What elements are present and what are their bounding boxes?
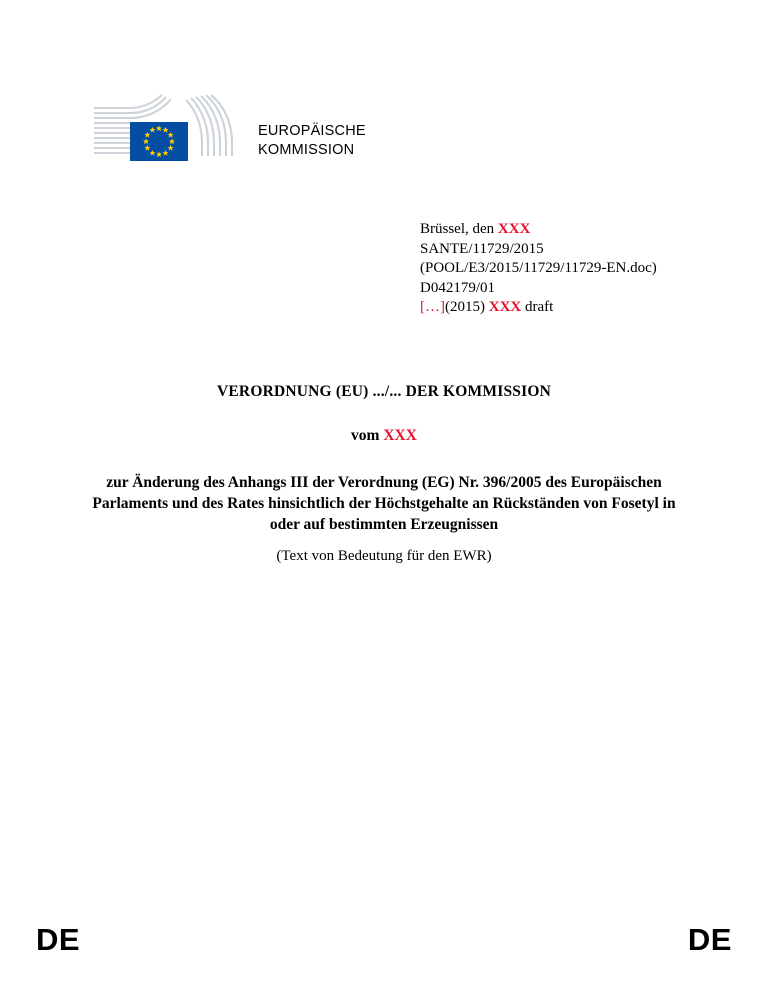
draft-year: (2015) <box>445 299 489 315</box>
draft-line <box>420 298 657 318</box>
institution-name-line1: EUROPÄISCHE <box>258 123 366 139</box>
act-title: VERORDNUNG (EU) .../... DER KOMMISSION <box>217 383 551 400</box>
internal-number: D042179/01 <box>420 279 495 296</box>
draft-prefix: […] <box>420 299 445 315</box>
reference-block <box>420 220 657 318</box>
act-date <box>92 426 676 446</box>
act-subject: zur Änderung des Anhangs III der Verordnung (EG) Nr. 396/2005 des Europäischen Parlaments und des Rates hinsichtlich der Höchstgehalte an Rückständen von Fosetyl in oder auf bestimmten Erzeugnissen <box>92 474 676 533</box>
eea-relevance-note: (Text von Bedeutung für den EWR) <box>276 548 492 564</box>
place-date-value: XXX <box>497 221 531 237</box>
document-number: SANTE/11729/2015 <box>420 240 544 257</box>
place-and-date-line <box>420 220 657 240</box>
pool-reference: (POOL/E3/2015/11729/11729-EN.doc) <box>420 260 657 276</box>
language-mark-left: DE <box>36 922 81 957</box>
institution-name-line2: KOMMISSION <box>258 142 355 158</box>
draft-value: XXX <box>488 299 522 315</box>
draft-suffix: draft <box>521 299 554 315</box>
act-date-label: vom <box>351 427 384 444</box>
place-label: Brüssel, den <box>420 221 498 237</box>
language-mark-right: DE <box>687 922 732 957</box>
title-block <box>92 382 676 535</box>
document-header <box>92 92 366 168</box>
institution-name <box>258 122 366 160</box>
act-date-value: XXX <box>383 427 417 444</box>
european-commission-flag-logo <box>92 92 248 168</box>
